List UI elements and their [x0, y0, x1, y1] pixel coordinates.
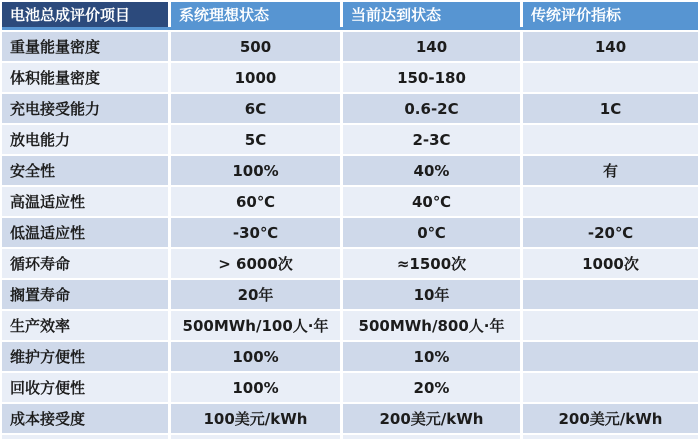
ideal-value-cell: 500	[171, 32, 340, 61]
row-label-cell: 搁置寿命	[2, 280, 168, 309]
traditional-value-cell: 1C	[523, 94, 698, 123]
current-value-cell: ≈1500次	[343, 249, 520, 278]
current-value-cell: 10年	[343, 280, 520, 309]
current-value-cell: 10%	[343, 342, 520, 371]
traditional-value-cell: 200美元/kWh	[523, 404, 698, 433]
row-label-cell: 循环寿命	[2, 249, 168, 278]
row-label-cell: 重量能量密度	[2, 32, 168, 61]
current-value-cell: 2-3C	[343, 125, 520, 154]
header-accent-bar	[2, 27, 698, 30]
traditional-value-cell	[523, 125, 698, 154]
partial-row-cell	[2, 435, 168, 439]
table-body	[2, 32, 698, 439]
column-header-traditional-index: 传统评价指标	[523, 2, 698, 27]
row-label-cell: 放电能力	[2, 125, 168, 154]
partial-row-cell	[523, 435, 698, 439]
row-label-cell: 回收方便性	[2, 373, 168, 402]
current-value-cell: 40%	[343, 156, 520, 185]
partial-row-cell	[171, 435, 340, 439]
row-label-cell: 安全性	[2, 156, 168, 185]
ideal-value-cell: 100%	[171, 373, 340, 402]
current-value-cell: 0.6-2C	[343, 94, 520, 123]
column-header-ideal-state: 系统理想状态	[171, 2, 340, 27]
traditional-value-cell: 有	[523, 156, 698, 185]
ideal-value-cell: 100%	[171, 342, 340, 371]
current-value-cell: 40℃	[343, 187, 520, 216]
row-label-cell: 成本接受度	[2, 404, 168, 433]
ideal-value-cell: 1000	[171, 63, 340, 92]
traditional-value-cell	[523, 311, 698, 340]
current-value-cell: 200美元/kWh	[343, 404, 520, 433]
current-value-cell: 20%	[343, 373, 520, 402]
row-label-cell: 低温适应性	[2, 218, 168, 247]
row-label-cell: 体积能量密度	[2, 63, 168, 92]
partial-row-cell	[343, 435, 520, 439]
ideal-value-cell: 500MWh/100人·年	[171, 311, 340, 340]
current-value-cell: 0℃	[343, 218, 520, 247]
traditional-value-cell: -20℃	[523, 218, 698, 247]
ideal-value-cell: 6C	[171, 94, 340, 123]
traditional-value-cell	[523, 342, 698, 371]
row-label-cell: 维护方便性	[2, 342, 168, 371]
traditional-value-cell	[523, 187, 698, 216]
traditional-value-cell	[523, 280, 698, 309]
row-label-cell: 生产效率	[2, 311, 168, 340]
column-header-current-state: 当前达到状态	[343, 2, 520, 27]
table-header-row	[2, 2, 698, 27]
column-header-items: 电池总成评价项目	[2, 2, 168, 27]
current-value-cell: 500MWh/800人·年	[343, 311, 520, 340]
current-value-cell: 150-180	[343, 63, 520, 92]
ideal-value-cell: -30℃	[171, 218, 340, 247]
ideal-value-cell: 5C	[171, 125, 340, 154]
current-value-cell: 140	[343, 32, 520, 61]
ideal-value-cell: 100%	[171, 156, 340, 185]
traditional-value-cell	[523, 373, 698, 402]
traditional-value-cell	[523, 63, 698, 92]
ideal-value-cell: 100美元/kWh	[171, 404, 340, 433]
ideal-value-cell: 20年	[171, 280, 340, 309]
row-label-cell: 充电接受能力	[2, 94, 168, 123]
ideal-value-cell: 60℃	[171, 187, 340, 216]
traditional-value-cell: 140	[523, 32, 698, 61]
row-label-cell: 高温适应性	[2, 187, 168, 216]
traditional-value-cell: 1000次	[523, 249, 698, 278]
ideal-value-cell: > 6000次	[171, 249, 340, 278]
